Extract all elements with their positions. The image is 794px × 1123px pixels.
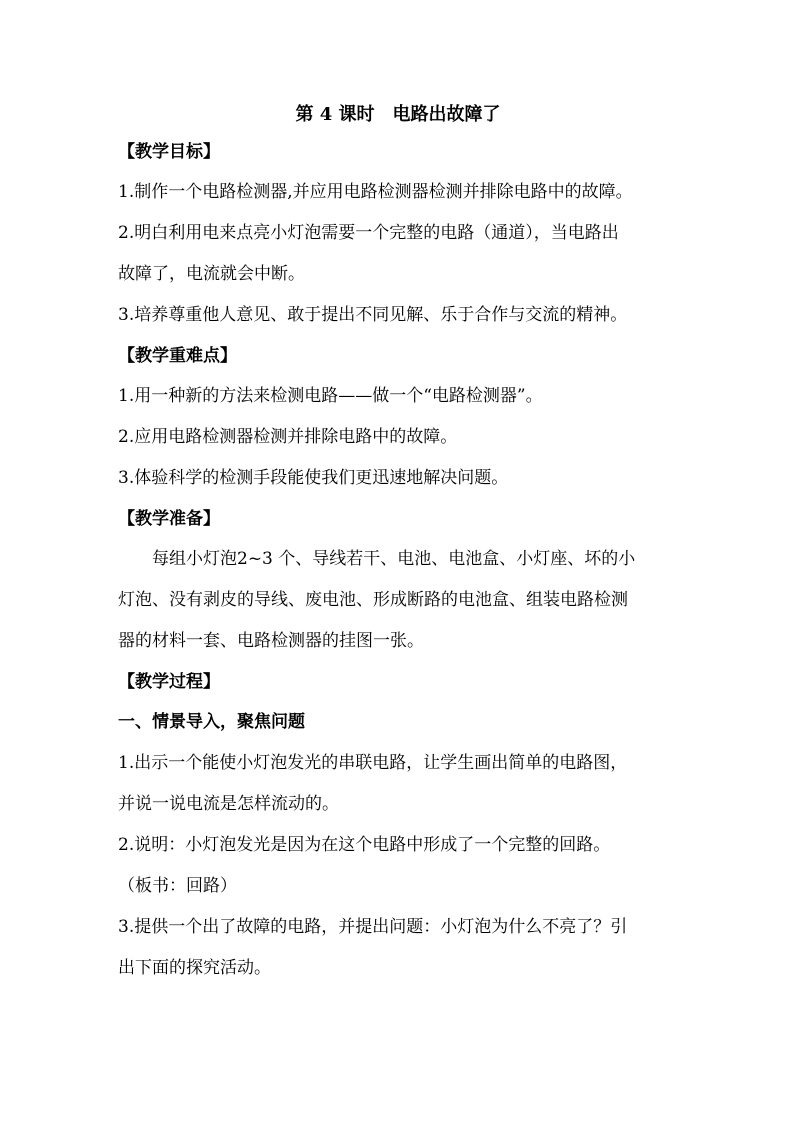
process-line-2: 2.说明：小灯泡发光是因为在这个电路中形成了一个完整的回路。 — [118, 835, 611, 855]
section-key-points — [118, 336, 678, 499]
key-point-line-1: 1.用一种新的方法来检测电路——做一个“电路检测器”。 — [118, 386, 543, 406]
section-heading-goals: 【教学目标】 — [118, 142, 220, 162]
goal-line-3: 3.培养尊重他人意见、敢于提出不同见解、乐于合作与交流的精神。 — [118, 305, 628, 325]
section-process — [118, 662, 678, 989]
process-line-1: 1.出示一个能使小灯泡发光的串联电路，让学生画出简单的电路图， — [118, 753, 628, 773]
goal-line-2: 2.明白利用电来点亮小灯泡需要一个完整的电路（通道），当电路出 — [118, 223, 619, 243]
process-subheading: 一、情景导入，聚焦问题 — [118, 712, 305, 732]
section-heading-key-points: 【教学重难点】 — [118, 346, 237, 366]
process-line-3: 3.提供一个出了故障的电路，并提出问题：小灯泡为什么不亮了？引 — [118, 917, 628, 937]
preparation-line-2: 灯泡、没有剥皮的导线、废电池、形成断路的电池盒、组装电路检测 — [118, 590, 628, 610]
goal-line-1: 1.制作一个电路检测器,并应用电路检测器检测并排除电路中的故障。 — [118, 182, 633, 202]
page-title: 第 4 课时 电路出故障了 — [295, 104, 501, 125]
section-heading-preparation: 【教学准备】 — [118, 509, 220, 529]
section-preparation — [118, 499, 678, 662]
section-heading-process: 【教学过程】 — [118, 672, 220, 692]
process-line-2-continued: （板书：回路） — [118, 876, 237, 896]
key-point-line-3: 3.体验科学的检测手段能使我们更迅速地解决问题。 — [118, 468, 509, 488]
process-line-3-continued: 出下面的探究活动。 — [118, 958, 271, 978]
section-teaching-goals — [118, 132, 678, 336]
preparation-line-3: 器的材料一套、电路检测器的挂图一张。 — [118, 631, 424, 651]
preparation-line-1: 每组小灯泡2~3 个、导线若干、电池、电池盒、小灯座、坏的小 — [152, 549, 636, 569]
document-page — [118, 98, 678, 989]
key-point-line-2: 2.应用电路检测器检测并排除电路中的故障。 — [118, 427, 458, 447]
process-line-1-continued: 并说一说电流是怎样流动的。 — [118, 794, 339, 814]
goal-line-2-continued: 故障了，电流就会中断。 — [118, 264, 305, 284]
